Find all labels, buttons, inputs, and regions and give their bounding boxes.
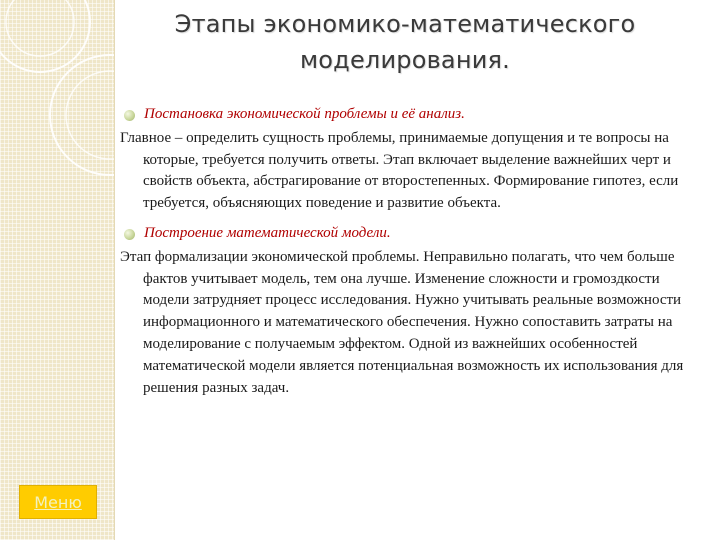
- bullet-icon: [124, 110, 135, 121]
- paragraph-2: Этап формализации экономической проблемы. Неправильно полагать, что чем больше фактов учитывает модель, тем она лучше. Изменение сложности и громоздкости модели затрудняет процесс исследования. Нужно учитывать реальные возможности информационного и математического обеспечения. Нужно сопоставить затраты на моделирование с получаемым эффектом. Одной из важнейших особенностей математической модели является потенциальная возможность их использования для решения разных задач.: [120, 248, 684, 396]
- title-line-1: Этапы экономико-математического: [174, 10, 636, 38]
- decorative-side-strip: [0, 0, 115, 540]
- bullet-item-1: [120, 104, 686, 126]
- bullet-heading-2: Построение математической модели.: [144, 224, 391, 241]
- bullet-item-2: [120, 223, 686, 245]
- bullet-heading-1: Постановка экономической проблемы и её анализ.: [144, 106, 465, 122]
- paragraph-1: Главное – определить сущность проблемы, принимаемые допущения и те вопросы на которые, требуется получить ответы. Этап включает выделение важнейших черт и свойств объекта, абстрагирование от второстепенных. Формирование гипотез, если требуется, объясняющих поведение и развитие объекта.: [120, 129, 679, 212]
- slide-content: [120, 104, 686, 407]
- decorative-circles: [0, 0, 114, 540]
- bullet-icon: [124, 229, 135, 240]
- title-line-2: моделирования.: [299, 46, 510, 74]
- slide-title: [125, 6, 685, 78]
- menu-button[interactable]: Меню: [19, 485, 97, 519]
